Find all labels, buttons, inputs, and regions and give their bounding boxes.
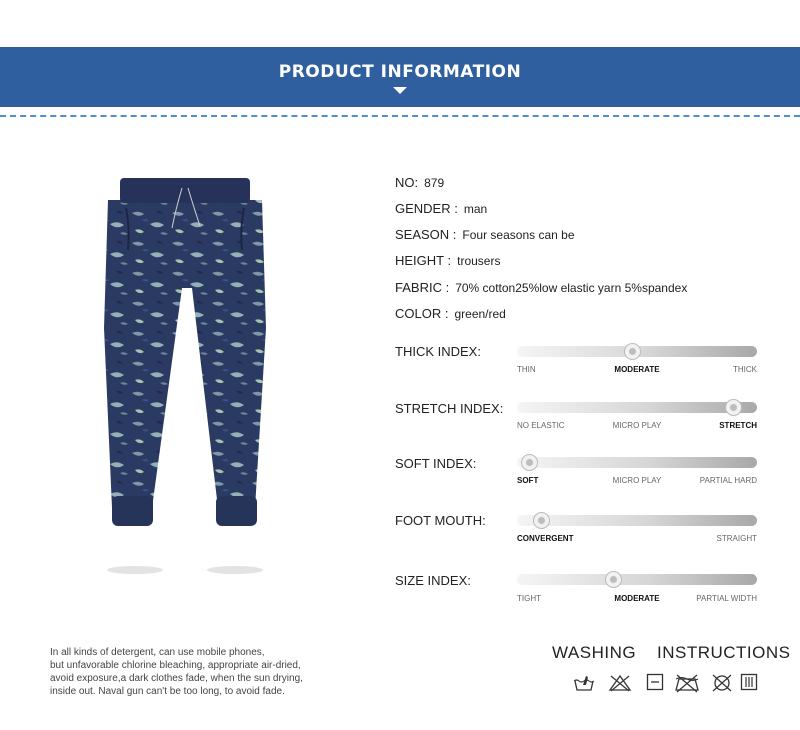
size-index-track <box>517 574 757 585</box>
spec-value: green/red <box>454 307 506 321</box>
spec-height <box>395 253 500 268</box>
scale-label: PARTIAL WIDTH <box>696 594 757 603</box>
spec-label: GENDER : <box>395 201 458 216</box>
thick-index-track <box>517 346 757 357</box>
divider <box>0 115 800 117</box>
size-index-label: SIZE INDEX: <box>395 573 471 588</box>
scale-label: PARTIAL HARD <box>699 476 757 485</box>
spec-color <box>395 306 506 321</box>
scale-label: THICK <box>733 365 757 374</box>
scale-label: THIN <box>517 365 536 374</box>
soft-index-label: SOFT INDEX: <box>395 456 477 471</box>
spec-season <box>395 227 575 242</box>
spec-fabric <box>395 280 687 295</box>
thick-index-label: THICK INDEX: <box>395 344 481 359</box>
soft-index-knob <box>521 454 538 471</box>
scale-label: NO ELASTIC <box>517 421 565 430</box>
care-note-line: avoid exposure,a dark clothes fade, when the sun drying, <box>50 673 303 684</box>
chevron-down-icon <box>393 87 407 94</box>
spec-label: COLOR : <box>395 306 449 321</box>
stretch-index-label: STRETCH INDEX: <box>395 401 504 416</box>
care-note-line: inside out. Naval gun can't be too long, to avoid fade. <box>50 686 285 697</box>
spec-no <box>395 175 444 190</box>
line-dry-icon <box>740 673 758 691</box>
spec-value: man <box>463 202 488 216</box>
scale-label: TIGHT <box>517 594 541 603</box>
hand-wash-icon <box>573 673 595 693</box>
spec-label: HEIGHT : <box>395 253 452 268</box>
spec-value: Four seasons can be <box>462 228 575 242</box>
no-bleach-icon <box>608 673 632 693</box>
dry-flat-icon <box>646 673 664 691</box>
washing-title-text: WASHING INSTRUCTIONS <box>552 643 791 662</box>
scale-label: STRAIGHT <box>716 534 757 543</box>
spec-label: FABRIC : <box>395 280 450 295</box>
stretch-index-knob <box>725 399 742 416</box>
no-tumble-dry-icon <box>674 673 700 693</box>
scale-label-selected: MODERATE <box>614 594 660 603</box>
scale-label-selected: CONVERGENT <box>517 534 574 543</box>
washing-instructions-title <box>552 643 791 663</box>
soft-index-track <box>517 457 757 468</box>
care-note-line: In all kinds of detergent, can use mobile phones, <box>50 647 265 658</box>
header-banner <box>0 47 800 107</box>
scale-label: MICRO PLAY <box>612 421 662 430</box>
product-image <box>90 178 280 583</box>
spec-value: 879 <box>424 176 445 190</box>
stretch-index-track <box>517 402 757 413</box>
scale-label-selected: STRETCH <box>719 421 757 430</box>
size-index-knob <box>605 571 622 588</box>
page-title: PRODUCT INFORMATION <box>278 62 522 82</box>
spec-gender <box>395 201 487 216</box>
no-dry-clean-icon <box>711 673 733 693</box>
thick-index-knob <box>624 343 641 360</box>
spec-value: trousers <box>457 254 501 268</box>
foot-mouth-knob <box>533 512 550 529</box>
care-note-line: but unfavorable chlorine bleaching, appropriate air-dried, <box>50 660 301 671</box>
scale-label-selected: MODERATE <box>614 365 660 374</box>
foot-mouth-track <box>517 515 757 526</box>
foot-mouth-label: FOOT MOUTH: <box>395 513 486 528</box>
scale-label: MICRO PLAY <box>612 476 662 485</box>
scale-label-selected: SOFT <box>517 476 539 485</box>
spec-label: NO: <box>395 175 419 190</box>
spec-value: 70% cotton25%low elastic yarn 5%spandex <box>455 281 688 295</box>
spec-label: SEASON : <box>395 227 457 242</box>
care-note <box>50 646 303 698</box>
